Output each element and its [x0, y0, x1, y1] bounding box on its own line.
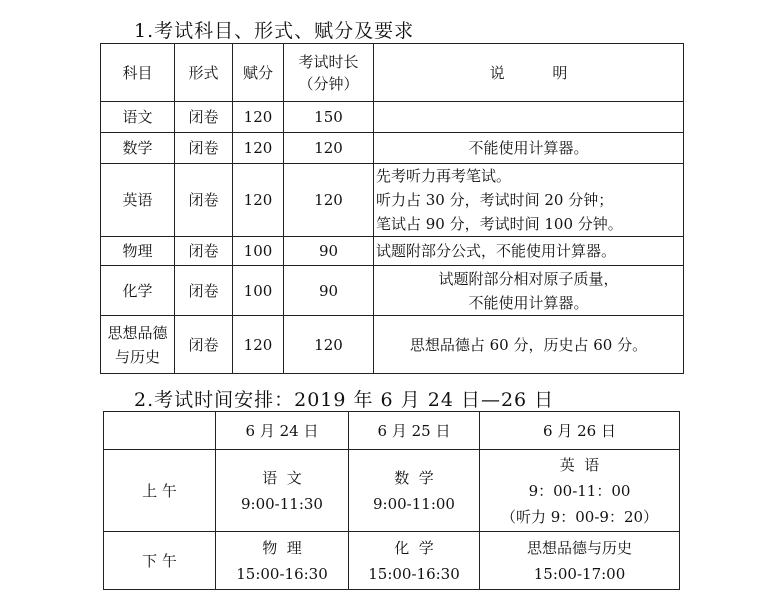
- duration-cell: 90: [284, 266, 374, 316]
- schedule-cell: 化 学 15:00-16:30: [349, 532, 480, 590]
- table-header-row: [101, 44, 684, 102]
- subject-cell: 化学: [101, 266, 175, 316]
- day-header: 6 月 26 日: [480, 412, 680, 450]
- schedule-cell: 数 学 9:00-11:00: [349, 450, 480, 532]
- section2-heading: 2.考试时间安排：2019 年 6 月 24 日—26 日: [134, 389, 555, 411]
- schedule-header-row: [104, 412, 680, 450]
- note-cell: 思想品德占 60 分，历史占 60 分。: [374, 316, 684, 374]
- duration-cell: 90: [284, 237, 374, 266]
- note-cell: 试题附部分公式，不能使用计算器。: [374, 237, 684, 266]
- table-row: [101, 237, 684, 266]
- score-cell: 120: [233, 133, 284, 164]
- schedule-corner-cell: [104, 412, 216, 450]
- subject-cell: 英语: [101, 164, 175, 237]
- morning-label: 上 午: [104, 450, 216, 532]
- note-cell: [374, 102, 684, 133]
- schedule-cell: 物 理 15:00-16:30: [216, 532, 349, 590]
- schedule-table: [103, 411, 680, 590]
- header-score: 赋分: [233, 44, 284, 102]
- table-row: [101, 164, 684, 237]
- subjects-table: [100, 43, 684, 374]
- score-cell: 120: [233, 316, 284, 374]
- section1-heading: 1.考试科目、形式、赋分及要求: [134, 20, 415, 42]
- duration-cell: 120: [284, 316, 374, 374]
- subject-cell: 思想品德 与历史: [101, 316, 175, 374]
- afternoon-label: 下 午: [104, 532, 216, 590]
- score-cell: 100: [233, 266, 284, 316]
- form-cell: 闭卷: [175, 102, 233, 133]
- table-row: [101, 133, 684, 164]
- note-cell: 先考听力再考笔试。 听力占 30 分，考试时间 20 分钟； 笔试占 90 分，考试时间 100 分钟。: [374, 164, 684, 237]
- day-header: 6 月 25 日: [349, 412, 480, 450]
- day-header: 6 月 24 日: [216, 412, 349, 450]
- form-cell: 闭卷: [175, 316, 233, 374]
- score-cell: 120: [233, 164, 284, 237]
- table-row: [101, 316, 684, 374]
- form-cell: 闭卷: [175, 133, 233, 164]
- table-row: [101, 102, 684, 133]
- header-form: 形式: [175, 44, 233, 102]
- subject-cell: 物理: [101, 237, 175, 266]
- subject-cell: 语文: [101, 102, 175, 133]
- header-note: 说 明: [374, 44, 684, 102]
- morning-row: [104, 450, 680, 532]
- header-subject: 科目: [101, 44, 175, 102]
- table-row: [101, 266, 684, 316]
- score-cell: 120: [233, 102, 284, 133]
- schedule-cell: 语 文 9:00-11:30: [216, 450, 349, 532]
- form-cell: 闭卷: [175, 237, 233, 266]
- duration-cell: 150: [284, 102, 374, 133]
- form-cell: 闭卷: [175, 266, 233, 316]
- subject-cell: 数学: [101, 133, 175, 164]
- note-cell: 试题附部分相对原子质量， 不能使用计算器。: [374, 266, 684, 316]
- afternoon-row: [104, 532, 680, 590]
- header-duration: 考试时长 （分钟）: [284, 44, 374, 102]
- duration-cell: 120: [284, 133, 374, 164]
- form-cell: 闭卷: [175, 164, 233, 237]
- schedule-cell: 思想品德与历史 15:00-17:00: [480, 532, 680, 590]
- schedule-cell: 英 语 9：00-11：00 （听力 9：00-9：20）: [480, 450, 680, 532]
- duration-cell: 120: [284, 164, 374, 237]
- score-cell: 100: [233, 237, 284, 266]
- note-cell: 不能使用计算器。: [374, 133, 684, 164]
